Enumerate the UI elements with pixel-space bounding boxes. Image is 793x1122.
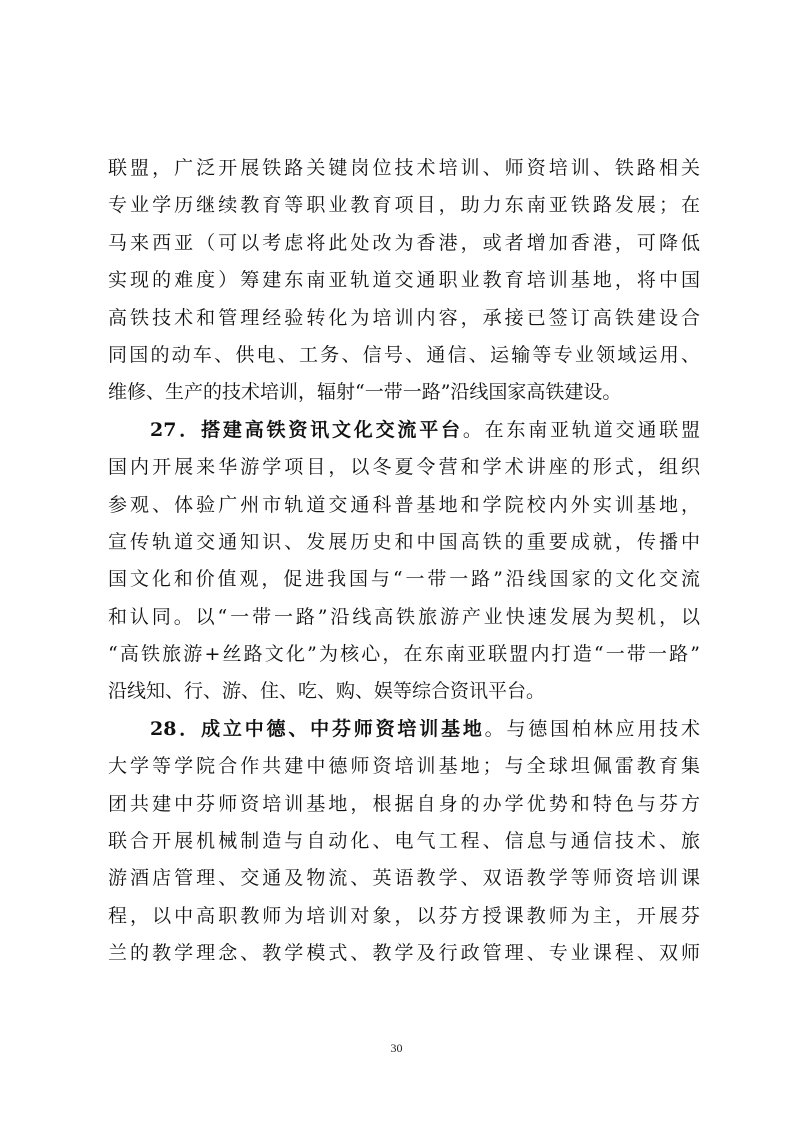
paragraph-3-first-line <box>108 711 700 748</box>
paragraph-2-line: “高铁旅游+丝路文化”为核心，在东南亚联盟内打造“一带一路” <box>108 643 700 666</box>
paragraph-1-line: 同国的动车、供电、工务、信号、通信、运输等专业领域运用、 <box>108 343 700 366</box>
body-text <box>108 150 700 973</box>
paragraph-2-line: 国内开展来华游学项目，以冬夏令营和学术讲座的形式，组织 <box>108 456 700 479</box>
paragraph-1-line: 维修、生产的技术培训，辐射“一带一路”沿线国家高铁建设。 <box>108 381 622 404</box>
paragraph-3-line: 联合开展机械制造与自动化、电气工程、信息与通信技术、旅 <box>108 830 700 853</box>
paragraph-2-line: 参观、体验广州市轨道交通科普基地和学院校内外实训基地， <box>108 493 700 516</box>
paragraph-1-line: 实现的难度）筹建东南亚轨道交通职业教育培训基地，将中国 <box>108 269 700 292</box>
paragraph-3-line: 程，以中高职教师为培训对象，以芬方授课教师为主，开展芬 <box>108 904 700 927</box>
paragraph-2-line: 沿线知、行、游、住、吃、购、娱等综合资讯平台。 <box>108 680 546 703</box>
section-heading-28: 28．成立中德、中芬师资培训基地 <box>150 717 485 740</box>
paragraph-3-line: 团共建中芬师资培训基地，根据自身的办学优势和特色与芬方 <box>108 792 700 815</box>
paragraph-1-line: 专业学历继续教育等职业教育项目，助力东南亚铁路发展；在 <box>108 194 700 217</box>
paragraph-2-first-line-rest: 。在东南亚轨道交通联盟 <box>462 418 700 441</box>
paragraph-2-line: 和认同。以“一带一路”沿线高铁旅游产业快速发展为契机，以 <box>108 605 700 628</box>
paragraph-3-line: 大学等学院合作共建中德师资培训基地；与全球坦佩雷教育集 <box>108 755 700 778</box>
paragraph-1-line: 高铁技术和管理经验转化为培训内容，承接已签订高铁建设合 <box>108 306 700 329</box>
paragraph-2-line: 国文化和价值观，促进我国与“一带一路”沿线国家的文化交流 <box>108 568 700 591</box>
paragraph-2-first-line <box>108 412 700 449</box>
paragraph-1-line: 马来西亚（可以考虑将此处改为香港，或者增加香港，可降低 <box>108 231 700 254</box>
page-number: 30 <box>390 1041 403 1055</box>
paragraph-3-first-line-rest: 。与德国柏林应用技术 <box>484 717 700 740</box>
paragraph-2-line: 宣传轨道交通知识、发展历史和中国高铁的重要成就，传播中 <box>108 530 700 553</box>
paragraph-3-line: 兰的教学理念、教学模式、教学及行政管理、专业课程、双师 <box>108 942 700 965</box>
paragraph-1-line: 联盟，广泛开展铁路关键岗位技术培训、师资培训、铁路相关 <box>108 157 700 179</box>
section-heading-27: 27．搭建高铁资讯文化交流平台 <box>150 418 463 441</box>
paragraph-3-line: 游酒店管理、交通及物流、英语教学、双语教学等师资培训课 <box>108 867 700 890</box>
